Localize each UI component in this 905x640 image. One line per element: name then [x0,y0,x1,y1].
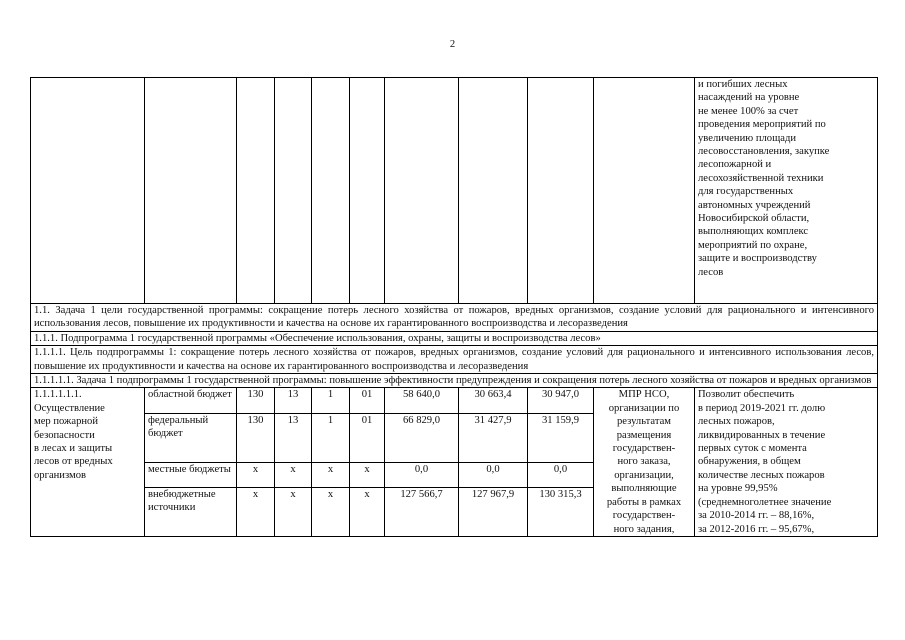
funding-row: 1.1.1.1.1.1. Осуществление мер пожарной безопасности в лесах и защиты лесов от вредных организмов областной бюджет 130 13 1 01 58 640,0 30 663,4 30 947,0 МПР НСО, организации по результатам размещения государствен- ного заказа, организации, выполняющие работы в рамках государствен- ного задания, Позволит обеспечить в период 2019-2021 гг. долю лесных пожаров, ликвидированных в течение первых суток с момента обнаружения, в общем количестве лесных пожаров на уровне 99,95% (среднемноголетнее значение за 2010-2014 гг. – 88,16%, за 2012-2016 гг. – 95,67%, [31,388,878,413]
executor-cell: МПР НСО, организации по результатам размещения государствен- ного заказа, организации, выполняющие работы в рамках государствен- ного задания, [594,388,695,536]
program-table [30,77,878,537]
page-number: 2 [449,39,456,50]
funding-source: внебюджетные источники [145,487,237,536]
funding-row: местные бюджеты x x x x 0,0 0,0 0,0 [31,462,878,487]
result-cell-continued: и погибших лесных насаждений на уровне не менее 100% за счет проведения мероприятий по увеличению площади лесовосстановления, закупке лесопожарной и лесохозяйственной техники для государственных автономных учреждений Новосибирской области, выполняющих комплекс мероприятий по охране, защите и воспроизводству лесов [695,78,878,304]
activity-name: 1.1.1.1.1.1. Осуществление мер пожарной безопасности в лесах и защиты лесов от вредных организмов [31,388,145,536]
funding-source: областной бюджет [145,388,237,413]
funding-source: местные бюджеты [145,462,237,487]
heading-row-task: 1.1. Задача 1 цели государственной программы: сокращение потерь лесного хозяйства от пожаров, вредных организмов, создание условий для рационального и интенсивного использования лесов, повышение их продуктивности и качества на основе их гарантированного воспроизводства и лесоразведения [31,304,878,332]
funding-row: внебюджетные источники x x x x 127 566,7 127 967,9 130 315,3 [31,487,878,536]
heading-row-subprogram: 1.1.1. Подпрограмма 1 государственной программы «Обеспечение использования, охраны, защиты и воспроизводства лесов» [31,331,878,345]
heading-row-subtask: 1.1.1.1.1. Задача 1 подпрограммы 1 государственной программы: повышение эффективности предупреждения и сокращения потерь лесного хозяйства от пожаров и вредных организмов [31,374,878,388]
funding-row: федеральный бюджет 130 13 1 01 66 829,0 31 427,9 31 159,9 [31,413,878,462]
funding-source: федеральный бюджет [145,413,237,462]
expected-result-cell: Позволит обеспечить в период 2019-2021 гг. долю лесных пожаров, ликвидированных в течение первых суток с момента обнаружения, в общем количестве лесных пожаров на уровне 99,95% (среднемноголетнее значение за 2010-2014 гг. – 88,16%, за 2012-2016 гг. – 95,67%, [695,388,878,536]
continuation-row [31,78,878,304]
heading-row-goal: 1.1.1.1. Цель подпрограммы 1: сокращение потерь лесного хозяйства от пожаров, вредных организмов, создание условий для рационального и интенсивного использования лесов, повышение их продуктивности и качества на основе их гарантированного воспроизводства и лесоразведения [31,346,878,374]
